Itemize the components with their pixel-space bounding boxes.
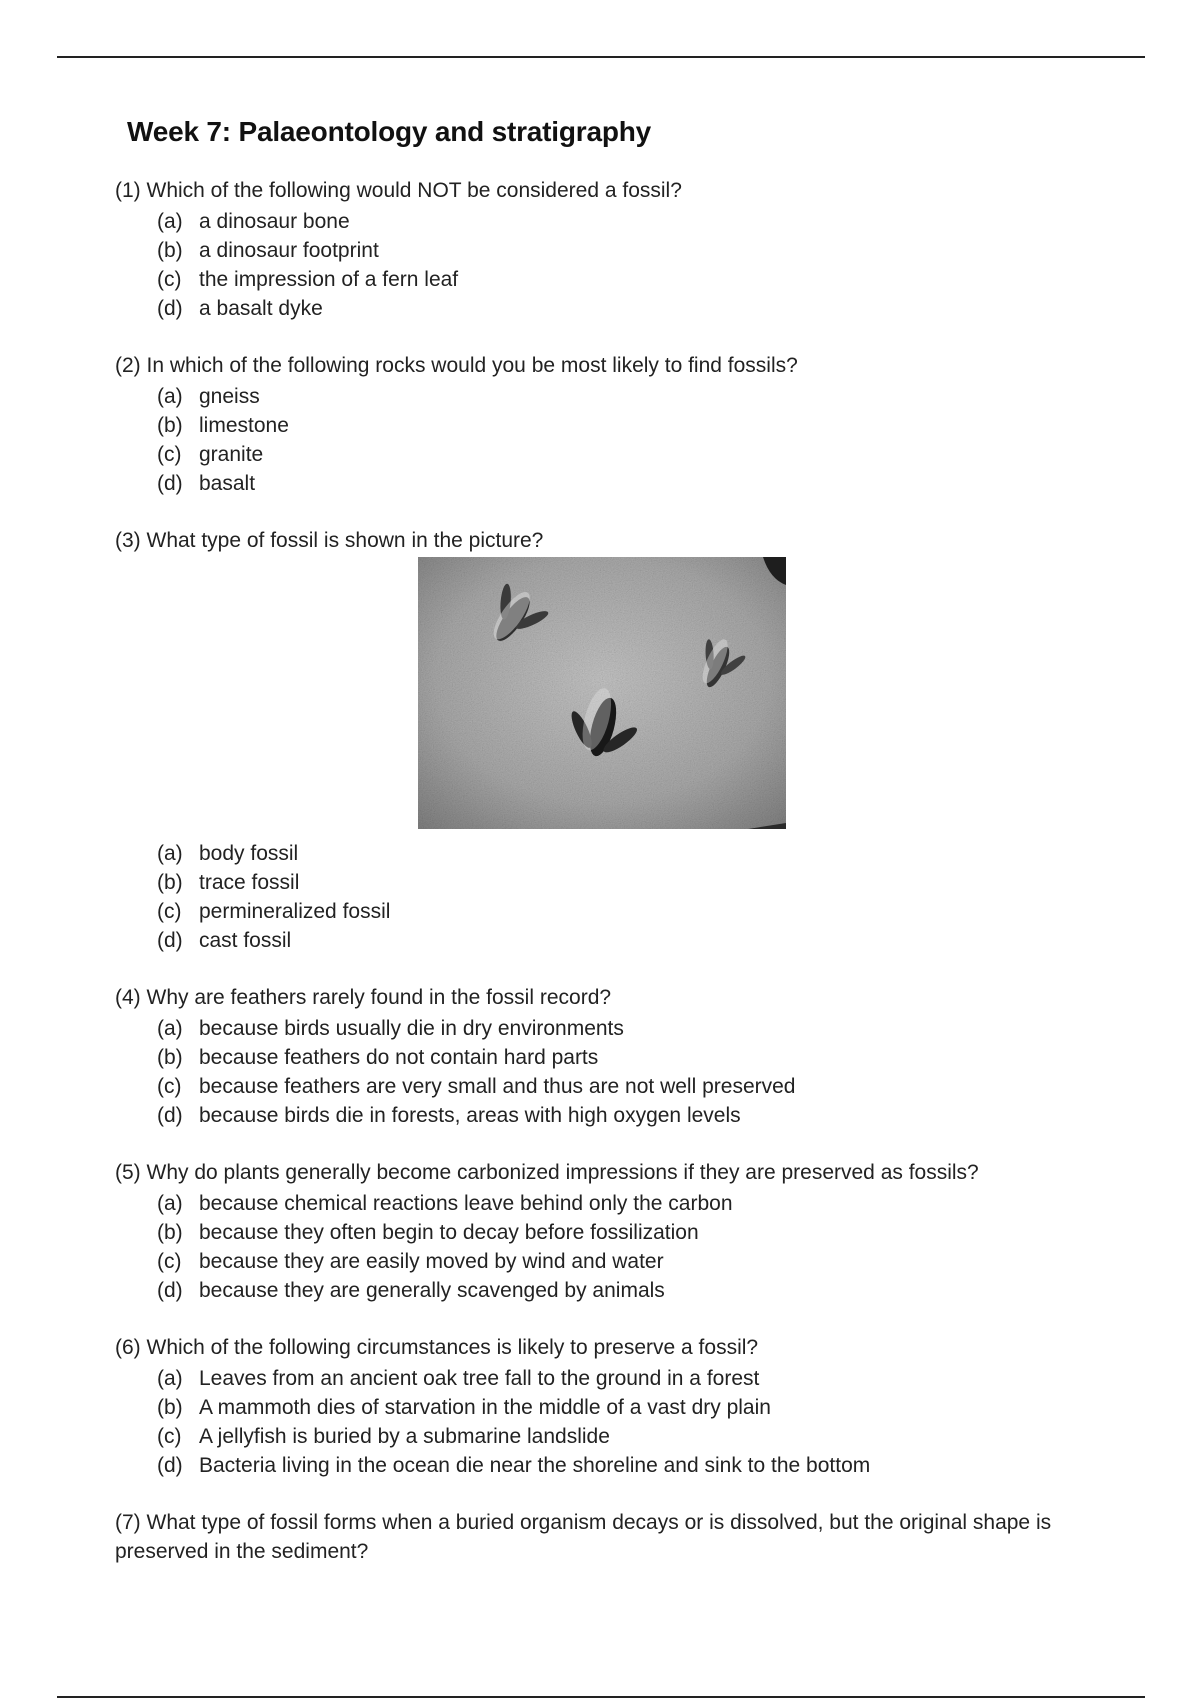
option-item xyxy=(157,1218,1115,1247)
option-item xyxy=(157,839,1115,868)
option-text: because birds die in forests, areas with high oxygen levels xyxy=(199,1104,741,1127)
option-text: basalt xyxy=(199,472,256,495)
option-item xyxy=(157,1189,1115,1218)
option-letter: (b) xyxy=(157,1396,183,1419)
option-item xyxy=(157,411,1115,440)
question-text: (7) What type of fossil forms when a buried organism decays or is dissolved, but the original shape is preserved in the sediment? xyxy=(115,1511,1052,1563)
option-letter: (a) xyxy=(157,210,183,233)
option-text: Leaves from an ancient oak tree fall to the ground in a forest xyxy=(199,1367,760,1390)
option-letter: (c) xyxy=(157,900,182,923)
option-text: permineralized fossil xyxy=(199,900,391,923)
question-text: (6) Which of the following circumstances is likely to preserve a fossil? xyxy=(115,1336,759,1359)
question-text: (2) In which of the following rocks would you be most likely to find fossils? xyxy=(115,354,798,377)
option-item xyxy=(157,1014,1115,1043)
option-letter: (d) xyxy=(157,297,183,320)
option-text: because feathers do not contain hard parts xyxy=(199,1046,599,1069)
option-letter: (c) xyxy=(157,1075,182,1098)
option-text: granite xyxy=(199,443,264,466)
option-text: because they are easily moved by wind and water xyxy=(199,1250,664,1273)
option-item xyxy=(157,382,1115,411)
question-1 xyxy=(115,176,1115,323)
option-text: Bacteria living in the ocean die near the shoreline and sink to the bottom xyxy=(199,1454,871,1477)
worksheet xyxy=(115,100,1115,1594)
option-item xyxy=(157,1276,1115,1305)
option-letter: (b) xyxy=(157,1046,183,1069)
option-letter: (a) xyxy=(157,385,183,408)
question-text: (4) Why are feathers rarely found in the fossil record? xyxy=(115,986,612,1009)
option-letter: (a) xyxy=(157,1192,183,1215)
option-text: because they are generally scavenged by animals xyxy=(199,1279,665,1302)
question-text: (1) Which of the following would NOT be considered a fossil? xyxy=(115,179,682,202)
option-item xyxy=(157,1072,1115,1101)
option-item xyxy=(157,1247,1115,1276)
option-letter: (d) xyxy=(157,472,183,495)
option-text: limestone xyxy=(199,414,289,437)
option-text: because chemical reactions leave behind only the carbon xyxy=(199,1192,733,1215)
question-text: (3) What type of fossil is shown in the picture? xyxy=(115,529,544,552)
option-letter: (b) xyxy=(157,239,183,262)
option-letter: (c) xyxy=(157,268,182,291)
option-letter: (b) xyxy=(157,1221,183,1244)
question-text: (5) Why do plants generally become carbonized impressions if they are preserved as fossils? xyxy=(115,1161,979,1184)
option-text: a basalt dyke xyxy=(199,297,323,320)
option-text: A jellyfish is buried by a submarine landslide xyxy=(199,1425,610,1448)
option-letter: (c) xyxy=(157,1425,182,1448)
options-list xyxy=(157,1014,1115,1130)
option-item xyxy=(157,1393,1115,1422)
question-6 xyxy=(115,1333,1115,1480)
option-item xyxy=(157,207,1115,236)
option-item xyxy=(157,469,1115,498)
option-letter: (d) xyxy=(157,1454,183,1477)
option-item xyxy=(157,1043,1115,1072)
option-text: because they often begin to decay before fossilization xyxy=(199,1221,699,1244)
options-list xyxy=(157,1189,1115,1305)
option-text: cast fossil xyxy=(199,929,292,952)
bottom-rule xyxy=(57,1696,1145,1698)
option-item xyxy=(157,926,1115,955)
options-list xyxy=(157,1364,1115,1480)
question-3 xyxy=(115,526,1115,955)
option-text: gneiss xyxy=(199,385,260,408)
option-item xyxy=(157,236,1115,265)
option-letter: (d) xyxy=(157,929,183,952)
option-letter: (a) xyxy=(157,1017,183,1040)
option-item xyxy=(157,1422,1115,1451)
question-5 xyxy=(115,1158,1115,1305)
options-list xyxy=(157,382,1115,498)
options-list xyxy=(157,207,1115,323)
option-item xyxy=(157,440,1115,469)
option-item xyxy=(157,1364,1115,1393)
option-text: the impression of a fern leaf xyxy=(199,268,459,291)
option-letter: (b) xyxy=(157,871,183,894)
option-text: a dinosaur footprint xyxy=(199,239,379,262)
option-text: because birds usually die in dry environments xyxy=(199,1017,624,1040)
option-item xyxy=(157,265,1115,294)
question-4 xyxy=(115,983,1115,1130)
option-item xyxy=(157,294,1115,323)
option-item xyxy=(157,868,1115,897)
options-list xyxy=(157,839,1115,955)
option-letter: (b) xyxy=(157,414,183,437)
page-title: Week 7: Palaeontology and stratigraphy xyxy=(127,116,652,147)
option-text: a dinosaur bone xyxy=(199,210,350,233)
option-letter: (d) xyxy=(157,1104,183,1127)
question-7 xyxy=(115,1508,1115,1566)
option-text: trace fossil xyxy=(199,871,300,894)
option-item xyxy=(157,897,1115,926)
option-item xyxy=(157,1101,1115,1130)
option-text: because feathers are very small and thus are not well preserved xyxy=(199,1075,796,1098)
footprint-fossil-photo xyxy=(418,557,786,829)
option-text: body fossil xyxy=(199,842,299,865)
question-2 xyxy=(115,351,1115,498)
option-letter: (c) xyxy=(157,1250,182,1273)
option-text: A mammoth dies of starvation in the middle of a vast dry plain xyxy=(199,1396,771,1419)
footprint-fossil-image xyxy=(418,557,786,829)
option-letter: (a) xyxy=(157,842,183,865)
option-item xyxy=(157,1451,1115,1480)
option-letter: (c) xyxy=(157,443,182,466)
top-rule xyxy=(57,56,1145,58)
option-letter: (a) xyxy=(157,1367,183,1390)
option-letter: (d) xyxy=(157,1279,183,1302)
